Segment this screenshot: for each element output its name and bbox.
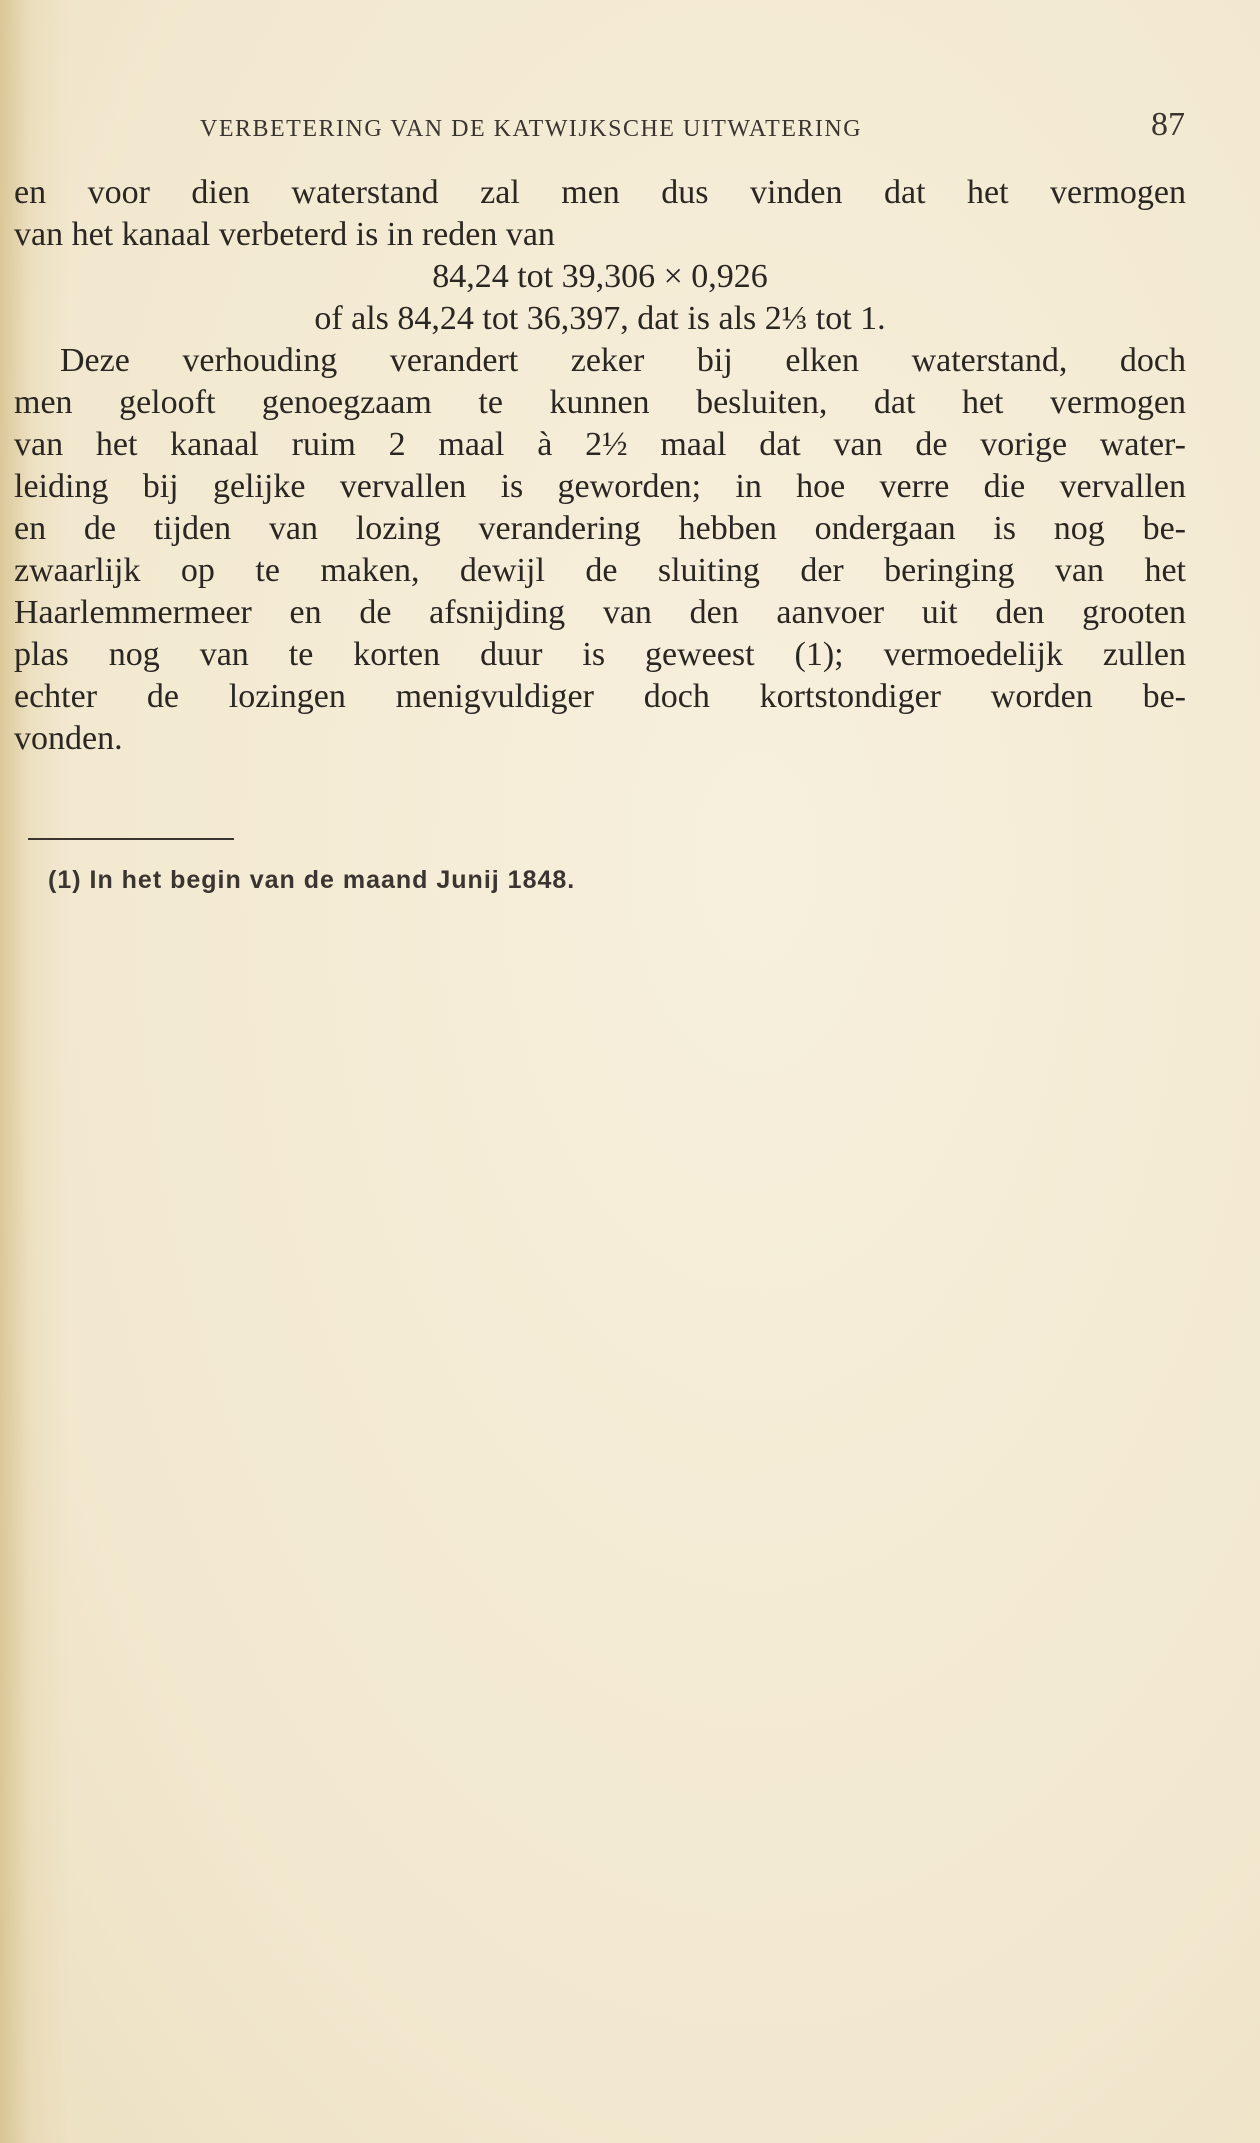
running-head: VERBETERING VAN DE KATWIJKSCHE UITWATERING bbox=[200, 116, 863, 142]
text-line: echter de lozingen menigvuldiger doch kortstondiger worden be- bbox=[14, 678, 1186, 715]
text-line: van het kanaal verbeterd is in reden van bbox=[14, 216, 555, 253]
formula-line: of als 84,24 tot 36,397, dat is als 2⅓ tot 1. bbox=[314, 300, 886, 337]
page-number: 87 bbox=[1151, 106, 1185, 143]
text-line: men gelooft genoegzaam te kunnen besluiten, dat het vermogen bbox=[14, 384, 1186, 421]
text-line: en de tijden van lozing verandering hebben ondergaan is nog be- bbox=[14, 510, 1186, 547]
text-line: zwaarlijk op te maken, dewijl de sluiting der beringing van het bbox=[14, 552, 1186, 589]
text-line: plas nog van te korten duur is geweest (1); vermoedelijk zullen bbox=[14, 636, 1186, 673]
formula-line: 84,24 tot 39,306 × 0,926 bbox=[432, 258, 768, 295]
text-line: Haarlemmermeer en de afsnijding van den aanvoer uit den grooten bbox=[14, 594, 1186, 631]
text-line: Deze verhouding verandert zeker bij elken waterstand, doch bbox=[60, 342, 1186, 379]
text-line: van het kanaal ruim 2 maal à 2½ maal dat van de vorige water- bbox=[14, 426, 1186, 463]
text-line: leiding bij gelijke vervallen is geworden; in hoe verre die vervallen bbox=[14, 468, 1186, 505]
body-text bbox=[14, 172, 1186, 760]
footnote: (1) In het begin van de maand Junij 1848. bbox=[48, 866, 576, 894]
text-line: vonden. bbox=[14, 720, 123, 757]
page-header bbox=[200, 106, 1185, 152]
text-line: en voor dien waterstand zal men dus vinden dat het vermogen bbox=[14, 174, 1186, 211]
footnote-rule bbox=[28, 838, 234, 840]
